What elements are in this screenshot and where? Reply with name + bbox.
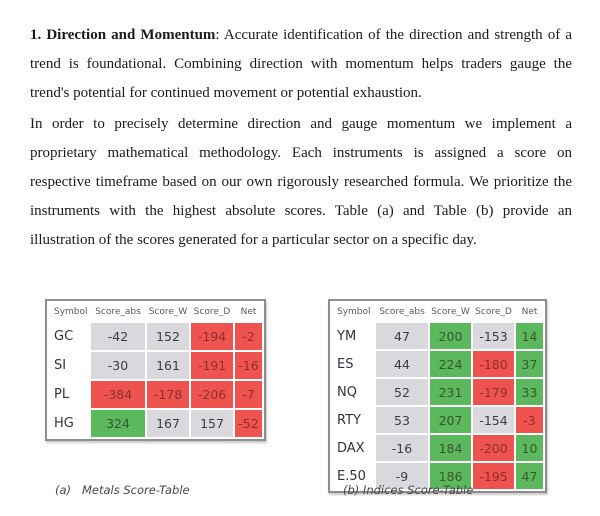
header-row: [332, 303, 543, 321]
column-header-net: Net: [235, 303, 262, 321]
score-cell-score_abs: 324: [91, 410, 145, 437]
score-cell-score_abs: -384: [91, 381, 145, 408]
score-cell-net: -16: [235, 352, 262, 379]
table-row-ym: [332, 323, 543, 349]
score-cell-score_w: 224: [430, 351, 471, 377]
table-row-si: [49, 352, 262, 379]
score-cell-score_w: 231: [430, 379, 471, 405]
symbol-cell: RTY: [332, 407, 374, 433]
table-row-rty: [332, 407, 543, 433]
table-row-dax: [332, 435, 543, 461]
symbol-cell: GC: [49, 323, 89, 350]
score-cell-score_abs: 53: [376, 407, 428, 433]
score-cell-net: -52: [235, 410, 262, 437]
column-header-score_w: Score_W: [147, 303, 189, 321]
score-cell-net: 10: [516, 435, 543, 461]
symbol-cell: PL: [49, 381, 89, 408]
symbol-cell: NQ: [332, 379, 374, 405]
score-cell-score_abs: 44: [376, 351, 428, 377]
score-cell-score_d: -200: [473, 435, 514, 461]
score-cell-score_w: 207: [430, 407, 471, 433]
column-header-score_abs: Score_abs: [376, 303, 428, 321]
score-cell-net: 47: [516, 463, 543, 489]
table-row-gc: [49, 323, 262, 350]
table-row-nq: [332, 379, 543, 405]
score-cell-score_abs: -30: [91, 352, 145, 379]
score-cell-score_d: -191: [191, 352, 233, 379]
symbol-cell: E.50: [332, 463, 374, 489]
caption-metals-table: (a) Metals Score-Table: [55, 483, 190, 497]
score-cell-score_abs: -16: [376, 435, 428, 461]
paragraph-methodology: [30, 110, 572, 255]
score-cell-score_w: 152: [147, 323, 189, 350]
symbol-cell: YM: [332, 323, 374, 349]
table-row-pl: [49, 381, 262, 408]
paragraph-body: In order to precisely determine direction and gauge momentum we implement a proprietary mathematical methodology. Each instruments is assigned a score on respective timeframe based on our own rigorously researched formula. We prioritize the instruments with the highest absolute scores. Table (a) and Table (b) provide an illustration of the scores generated for a particular sector on a specific day.: [30, 116, 572, 248]
score-cell-score_d: -180: [473, 351, 514, 377]
score-cell-score_w: 186: [430, 463, 471, 489]
score-cell-net: 33: [516, 379, 543, 405]
caption-indices-table: (b) Indices Score-Table: [343, 483, 474, 497]
paragraph-body: : Accurate identification of the direction and strength of a trend is foundational. Combining direction with momentum helps traders gauge the trend's potential for continued movement or potential exhaustion.: [30, 27, 572, 101]
score-cell-score_d: -153: [473, 323, 514, 349]
score-cell-net: -3: [516, 407, 543, 433]
column-header-symbol: Symbol: [49, 303, 89, 321]
score-cell-score_d: -179: [473, 379, 514, 405]
score-cell-score_d: -154: [473, 407, 514, 433]
column-header-symbol: Symbol: [332, 303, 374, 321]
paragraph-direction-and-momentum: [30, 21, 572, 108]
score-cell-score_d: 157: [191, 410, 233, 437]
score-cell-score_abs: 47: [376, 323, 428, 349]
column-header-score_w: Score_W: [430, 303, 471, 321]
column-header-score_d: Score_D: [191, 303, 233, 321]
symbol-cell: HG: [49, 410, 89, 437]
indices-score-table: [328, 299, 547, 493]
column-header-net: Net: [516, 303, 543, 321]
header-row: [49, 303, 262, 321]
score-cell-score_w: 161: [147, 352, 189, 379]
score-cell-score_abs: -9: [376, 463, 428, 489]
symbol-cell: DAX: [332, 435, 374, 461]
column-header-score_abs: Score_abs: [91, 303, 145, 321]
score-cell-score_d: -206: [191, 381, 233, 408]
score-cell-score_d: -194: [191, 323, 233, 350]
symbol-cell: ES: [332, 351, 374, 377]
score-cell-score_d: -195: [473, 463, 514, 489]
score-cell-score_w: -178: [147, 381, 189, 408]
score-cell-score_w: 167: [147, 410, 189, 437]
table-row-hg: [49, 410, 262, 437]
paragraph-heading: 1. Direction and Momentum: [30, 27, 216, 43]
symbol-cell: SI: [49, 352, 89, 379]
score-cell-net: -2: [235, 323, 262, 350]
score-cell-score_w: 184: [430, 435, 471, 461]
score-cell-score_w: 200: [430, 323, 471, 349]
table-row-es: [332, 351, 543, 377]
score-cell-net: 37: [516, 351, 543, 377]
score-cell-net: 14: [516, 323, 543, 349]
score-cell-score_abs: -42: [91, 323, 145, 350]
column-header-score_d: Score_D: [473, 303, 514, 321]
metals-score-table: [45, 299, 266, 441]
score-cell-score_abs: 52: [376, 379, 428, 405]
score-cell-net: -7: [235, 381, 262, 408]
